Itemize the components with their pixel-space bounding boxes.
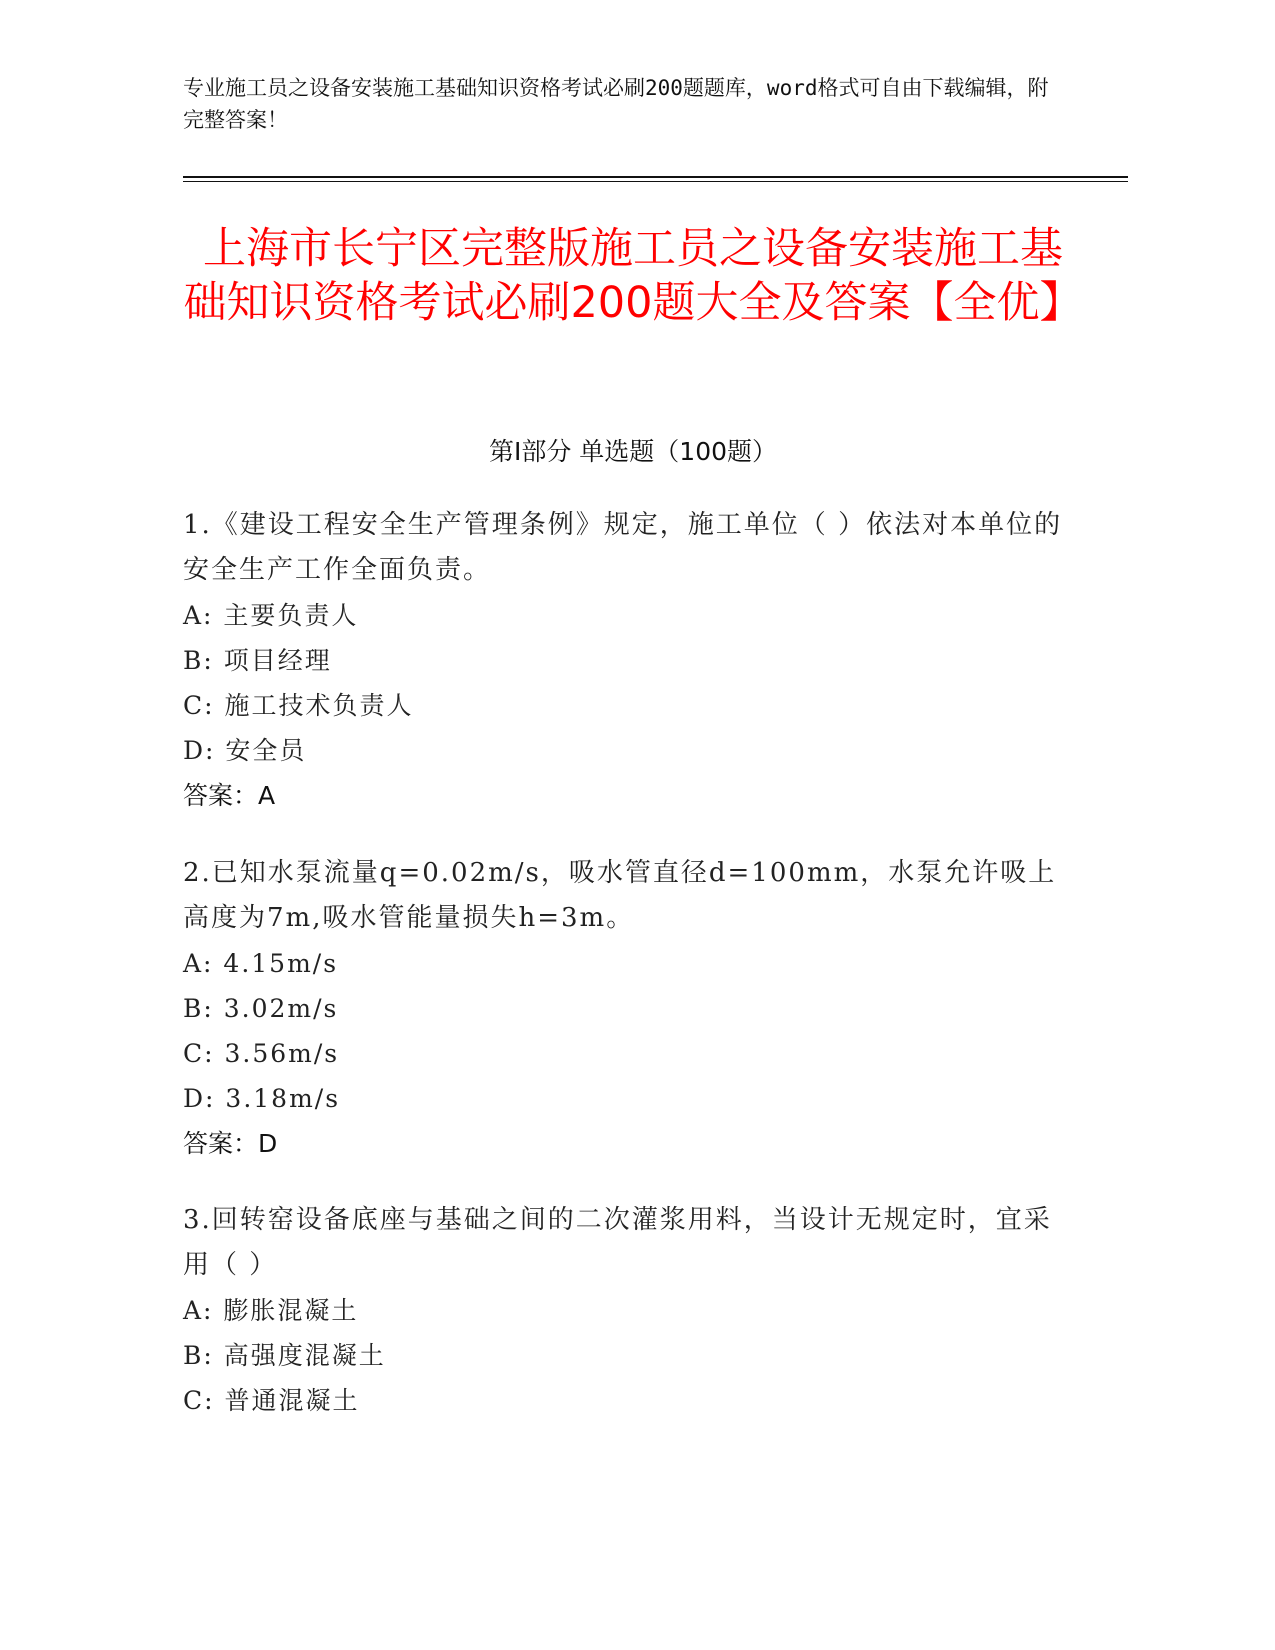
answer-label: 答案：D	[183, 1129, 278, 1158]
option-a: A: 膨胀混凝土	[183, 1296, 359, 1325]
section-title: 第I部分 单选题（100题）	[488, 437, 778, 466]
question-stem: 2.已知水泵流量q=0.02m/s，吸水管直径d=100mm，水泵允许吸上高度为7m,吸水管能量损失h=3m。	[183, 858, 1057, 933]
option-a: A: 4.15m/s	[183, 949, 339, 978]
header-divider-top	[183, 176, 1128, 178]
option-d: D: 安全员	[183, 736, 307, 765]
option-d: D: 3.18m/s	[183, 1084, 341, 1113]
header-divider-bottom	[183, 181, 1128, 182]
question-stem: 3.回转窑设备底座与基础之间的二次灌浆用料，当设计无规定时，宜采用（ ）	[183, 1205, 1052, 1280]
question-3	[183, 1198, 1063, 1423]
option-b: B: 高强度混凝土	[183, 1341, 386, 1370]
option-b: B: 项目经理	[183, 646, 332, 675]
header-note: 专业施工员之设备安装施工基础知识资格考试必刷200题题库，word格式可自由下载编辑，附完整答案！	[183, 76, 1049, 132]
question-2	[183, 851, 1063, 1166]
answer-label: 答案：A	[183, 781, 276, 810]
question-stem: 1.《建设工程安全生产管理条例》规定，施工单位（ ）依法对本单位的安全生产工作全面负责。	[183, 510, 1063, 585]
option-b: B: 3.02m/s	[183, 994, 339, 1023]
option-c: C: 施工技术负责人	[183, 691, 414, 720]
option-c: C: 普通混凝土	[183, 1386, 360, 1415]
option-a: A: 主要负责人	[183, 601, 359, 630]
document-title: 上海市长宁区完整版施工员之设备安装施工基础知识资格考试必刷200题大全及答案【全优】	[183, 224, 1083, 328]
option-c: C: 3.56m/s	[183, 1039, 340, 1068]
question-1	[183, 503, 1063, 818]
